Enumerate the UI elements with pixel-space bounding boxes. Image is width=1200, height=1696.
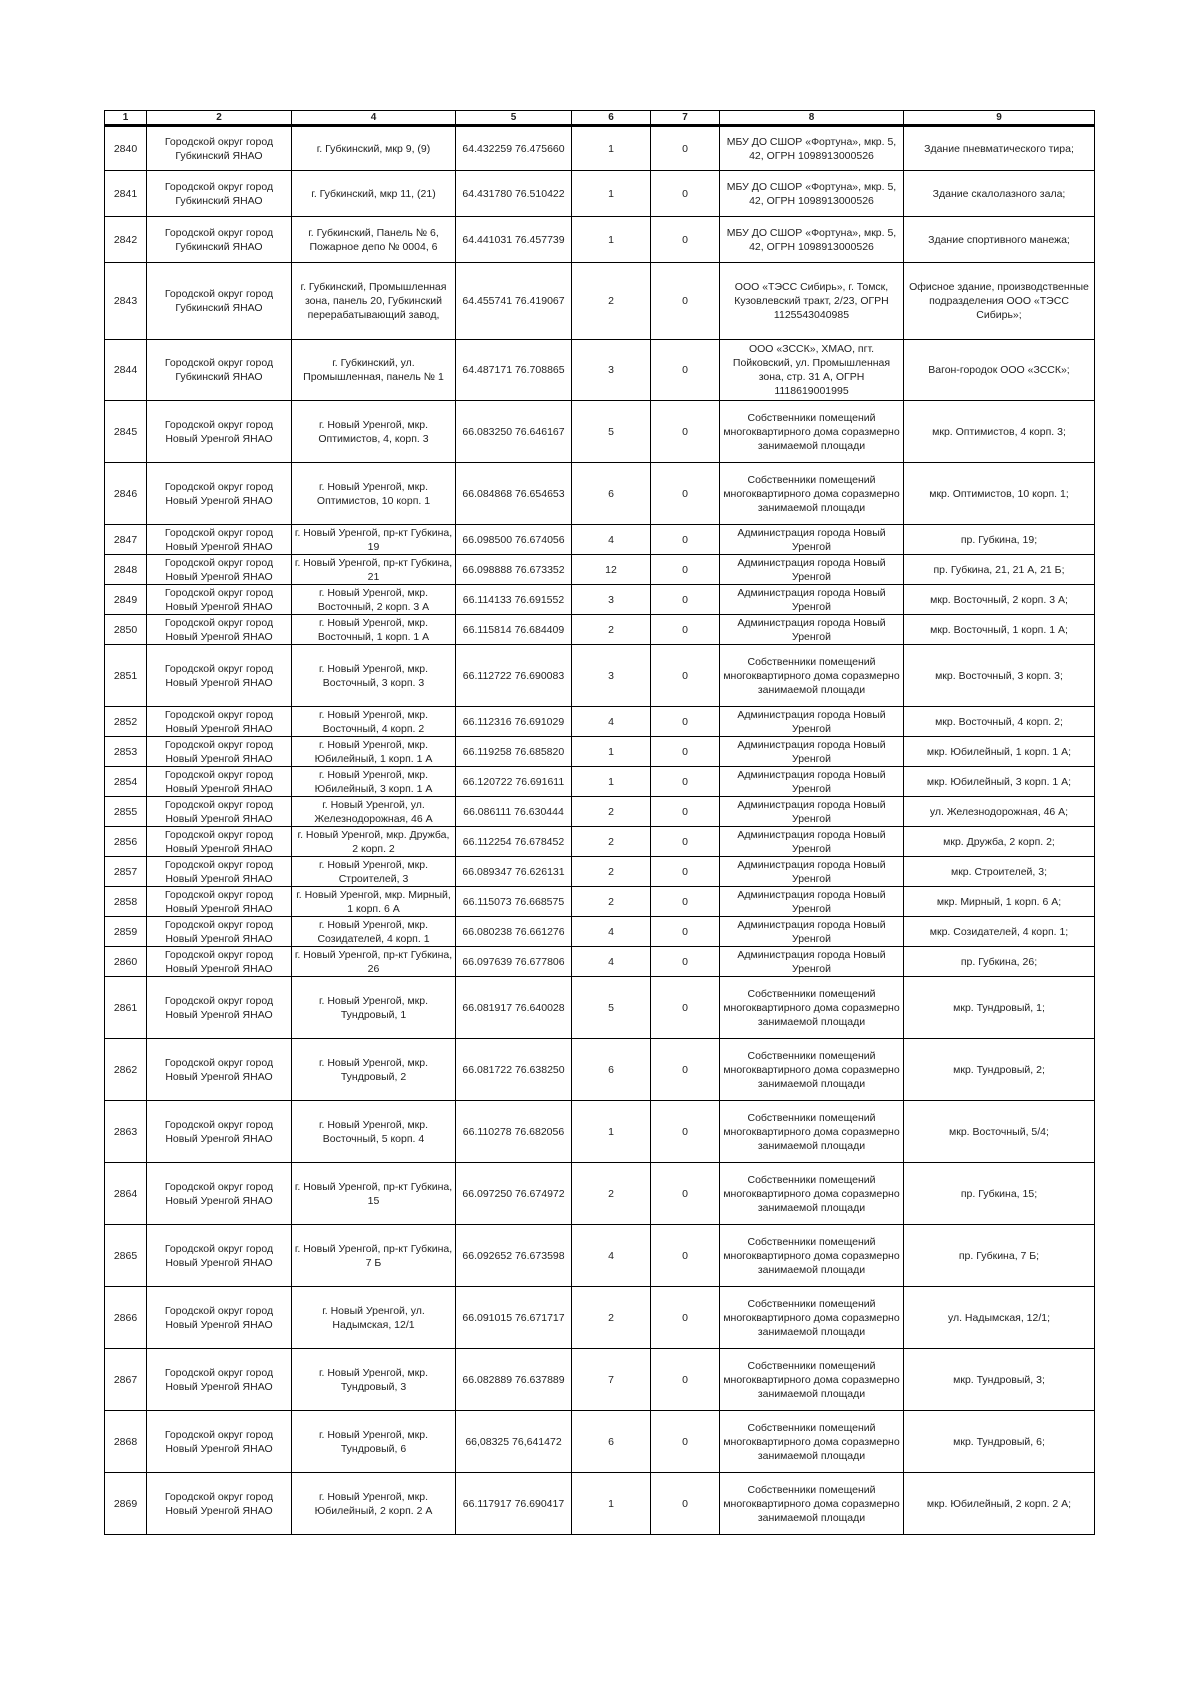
municipality-cell: Городской округ город Новый Уренгой ЯНАО xyxy=(147,917,292,947)
row-number-cell: 2845 xyxy=(105,401,147,463)
table-row xyxy=(105,645,1095,707)
owner-cell: Собственники помещений многоквартирного дома соразмерно занимаемой площади xyxy=(720,401,904,463)
municipality-cell: Городской округ город Новый Уренгой ЯНАО xyxy=(147,401,292,463)
header-cell-4: 4 xyxy=(292,111,456,126)
coordinates-cell: 64.441031 76.457739 xyxy=(456,217,572,263)
waste-source-cell: Офисное здание, производственные подразделения ООО «ТЭСС Сибирь»; xyxy=(904,263,1095,340)
coordinates-cell: 66.114133 76.691552 xyxy=(456,585,572,615)
municipality-cell: Городской округ город Губкинский ЯНАО xyxy=(147,126,292,171)
coordinates-cell: 64.455741 76.419067 xyxy=(456,263,572,340)
column-7-cell: 0 xyxy=(651,615,720,645)
waste-source-cell: мкр. Восточный, 5/4; xyxy=(904,1101,1095,1163)
municipality-cell: Городской округ город Новый Уренгой ЯНАО xyxy=(147,1039,292,1101)
column-6-cell: 6 xyxy=(572,1039,651,1101)
owner-cell: Администрация города Новый Уренгой xyxy=(720,525,904,555)
column-6-cell: 1 xyxy=(572,1473,651,1535)
row-number-cell: 2865 xyxy=(105,1225,147,1287)
column-7-cell: 0 xyxy=(651,171,720,217)
waste-source-cell: мкр. Юбилейный, 2 корп. 2 А; xyxy=(904,1473,1095,1535)
waste-source-cell: Здание спортивного манежа; xyxy=(904,217,1095,263)
municipality-cell: Городской округ город Новый Уренгой ЯНАО xyxy=(147,1411,292,1473)
coordinates-cell: 66.092652 76.673598 xyxy=(456,1225,572,1287)
coordinates-cell: 66.083250 76.646167 xyxy=(456,401,572,463)
table-row xyxy=(105,887,1095,917)
address-cell: г. Новый Уренгой, ул. Надымская, 12/1 xyxy=(292,1287,456,1349)
owner-cell: Собственники помещений многоквартирного дома соразмерно занимаемой площади xyxy=(720,645,904,707)
column-6-cell: 2 xyxy=(572,887,651,917)
address-cell: г. Новый Уренгой, пр-кт Губкина, 15 xyxy=(292,1163,456,1225)
address-cell: г. Новый Уренгой, мкр. Юбилейный, 2 корп. 2 А xyxy=(292,1473,456,1535)
address-cell: г. Губкинский, Панель № 6, Пожарное депо № 0004, 6 xyxy=(292,217,456,263)
waste-source-cell: Здание скалолазного зала; xyxy=(904,171,1095,217)
column-7-cell: 0 xyxy=(651,340,720,401)
column-6-cell: 3 xyxy=(572,645,651,707)
coordinates-cell: 66.112316 76.691029 xyxy=(456,707,572,737)
address-cell: г. Новый Уренгой, мкр. Восточный, 1 корп. 1 А xyxy=(292,615,456,645)
coordinates-cell: 66.098500 76.674056 xyxy=(456,525,572,555)
coordinates-cell: 66.098888 76.673352 xyxy=(456,555,572,585)
coordinates-cell: 66.112722 76.690083 xyxy=(456,645,572,707)
waste-source-cell: мкр. Восточный, 3 корп. 3; xyxy=(904,645,1095,707)
column-7-cell: 0 xyxy=(651,887,720,917)
row-number-cell: 2868 xyxy=(105,1411,147,1473)
waste-source-cell: пр. Губкина, 7 Б; xyxy=(904,1225,1095,1287)
owner-cell: ООО «ТЭСС Сибирь», г. Томск, Кузовлевский тракт, 2/23, ОГРН 1125543040985 xyxy=(720,263,904,340)
waste-source-cell: мкр. Восточный, 4 корп. 2; xyxy=(904,707,1095,737)
municipality-cell: Городской округ город Новый Уренгой ЯНАО xyxy=(147,615,292,645)
waste-source-cell: ул. Железнодорожная, 46 А; xyxy=(904,797,1095,827)
table-row xyxy=(105,555,1095,585)
table-row xyxy=(105,463,1095,525)
owner-cell: Администрация города Новый Уренгой xyxy=(720,857,904,887)
header-cell-1: 1 xyxy=(105,111,147,126)
row-number-cell: 2850 xyxy=(105,615,147,645)
column-6-cell: 4 xyxy=(572,707,651,737)
column-7-cell: 0 xyxy=(651,525,720,555)
owner-cell: Собственники помещений многоквартирного дома соразмерно занимаемой площади xyxy=(720,1411,904,1473)
waste-source-cell: мкр. Тундровый, 3; xyxy=(904,1349,1095,1411)
column-7-cell: 0 xyxy=(651,126,720,171)
coordinates-cell: 66.112254 76.678452 xyxy=(456,827,572,857)
column-7-cell: 0 xyxy=(651,917,720,947)
column-6-cell: 2 xyxy=(572,1163,651,1225)
table-row xyxy=(105,947,1095,977)
column-7-cell: 0 xyxy=(651,585,720,615)
row-number-cell: 2867 xyxy=(105,1349,147,1411)
header-cell-7: 7 xyxy=(651,111,720,126)
address-cell: г. Новый Уренгой, пр-кт Губкина, 19 xyxy=(292,525,456,555)
municipality-cell: Городской округ город Новый Уренгой ЯНАО xyxy=(147,857,292,887)
municipality-cell: Городской округ город Новый Уренгой ЯНАО xyxy=(147,1163,292,1225)
table-row xyxy=(105,525,1095,555)
owner-cell: Собственники помещений многоквартирного дома соразмерно занимаемой площади xyxy=(720,1287,904,1349)
owner-cell: Собственники помещений многоквартирного дома соразмерно занимаемой площади xyxy=(720,1225,904,1287)
address-cell: г. Новый Уренгой, мкр. Дружба, 2 корп. 2 xyxy=(292,827,456,857)
address-cell: г. Новый Уренгой, мкр. Строителей, 3 xyxy=(292,857,456,887)
row-number-cell: 2844 xyxy=(105,340,147,401)
row-number-cell: 2857 xyxy=(105,857,147,887)
waste-source-cell: мкр. Мирный, 1 корп. 6 А; xyxy=(904,887,1095,917)
column-7-cell: 0 xyxy=(651,1287,720,1349)
row-number-cell: 2852 xyxy=(105,707,147,737)
address-cell: г. Новый Уренгой, пр-кт Губкина, 21 xyxy=(292,555,456,585)
column-7-cell: 0 xyxy=(651,947,720,977)
table-row xyxy=(105,171,1095,217)
municipality-cell: Городской округ город Губкинский ЯНАО xyxy=(147,171,292,217)
owner-cell: Администрация города Новый Уренгой xyxy=(720,707,904,737)
row-number-cell: 2853 xyxy=(105,737,147,767)
column-6-cell: 4 xyxy=(572,1225,651,1287)
row-number-cell: 2841 xyxy=(105,171,147,217)
header-cell-2: 2 xyxy=(147,111,292,126)
address-cell: г. Новый Уренгой, мкр. Тундровый, 2 xyxy=(292,1039,456,1101)
column-7-cell: 0 xyxy=(651,1349,720,1411)
row-number-cell: 2846 xyxy=(105,463,147,525)
table-row xyxy=(105,917,1095,947)
row-number-cell: 2854 xyxy=(105,767,147,797)
column-6-cell: 2 xyxy=(572,263,651,340)
table-row xyxy=(105,1039,1095,1101)
table-header xyxy=(105,111,1095,126)
address-cell: г. Новый Уренгой, мкр. Юбилейный, 1 корп. 1 А xyxy=(292,737,456,767)
row-number-cell: 2862 xyxy=(105,1039,147,1101)
address-cell: г. Новый Уренгой, мкр. Юбилейный, 3 корп. 1 А xyxy=(292,767,456,797)
owner-cell: Администрация города Новый Уренгой xyxy=(720,797,904,827)
municipality-cell: Городской округ город Новый Уренгой ЯНАО xyxy=(147,645,292,707)
waste-source-cell: мкр. Созидателей, 4 корп. 1; xyxy=(904,917,1095,947)
municipality-cell: Городской округ город Новый Уренгой ЯНАО xyxy=(147,1287,292,1349)
waste-source-cell: мкр. Восточный, 2 корп. 3 А; xyxy=(904,585,1095,615)
municipality-cell: Городской округ город Новый Уренгой ЯНАО xyxy=(147,1101,292,1163)
address-cell: г. Губкинский, Промышленная зона, панель 20, Губкинский перерабатывающий завод, xyxy=(292,263,456,340)
coordinates-cell: 66.084868 76.654653 xyxy=(456,463,572,525)
header-cell-9: 9 xyxy=(904,111,1095,126)
owner-cell: Администрация города Новый Уренгой xyxy=(720,827,904,857)
address-cell: г. Губкинский, мкр 11, (21) xyxy=(292,171,456,217)
table-row xyxy=(105,615,1095,645)
municipality-cell: Городской округ город Новый Уренгой ЯНАО xyxy=(147,797,292,827)
column-7-cell: 0 xyxy=(651,737,720,767)
municipality-cell: Городской округ город Губкинский ЯНАО xyxy=(147,263,292,340)
table-row xyxy=(105,707,1095,737)
waste-source-cell: мкр. Дружба, 2 корп. 2; xyxy=(904,827,1095,857)
owner-cell: Администрация города Новый Уренгой xyxy=(720,555,904,585)
row-number-cell: 2847 xyxy=(105,525,147,555)
municipality-cell: Городской округ город Губкинский ЯНАО xyxy=(147,217,292,263)
waste-source-cell: мкр. Тундровый, 6; xyxy=(904,1411,1095,1473)
column-6-cell: 1 xyxy=(572,1101,651,1163)
table-row xyxy=(105,1163,1095,1225)
header-row xyxy=(105,111,1095,126)
municipality-cell: Городской округ город Новый Уренгой ЯНАО xyxy=(147,737,292,767)
column-7-cell: 0 xyxy=(651,707,720,737)
column-7-cell: 0 xyxy=(651,827,720,857)
column-6-cell: 5 xyxy=(572,401,651,463)
column-6-cell: 1 xyxy=(572,126,651,171)
coordinates-cell: 66.120722 76.691611 xyxy=(456,767,572,797)
municipality-cell: Городской округ город Новый Уренгой ЯНАО xyxy=(147,767,292,797)
waste-source-cell: мкр. Оптимистов, 4 корп. 3; xyxy=(904,401,1095,463)
coordinates-cell: 64.431780 76.510422 xyxy=(456,171,572,217)
municipality-cell: Городской округ город Новый Уренгой ЯНАО xyxy=(147,1473,292,1535)
column-6-cell: 1 xyxy=(572,217,651,263)
column-6-cell: 3 xyxy=(572,340,651,401)
row-number-cell: 2848 xyxy=(105,555,147,585)
municipality-cell: Городской округ город Новый Уренгой ЯНАО xyxy=(147,887,292,917)
owner-cell: Собственники помещений многоквартирного дома соразмерно занимаемой площади xyxy=(720,463,904,525)
coordinates-cell: 64.487171 76.708865 xyxy=(456,340,572,401)
column-6-cell: 2 xyxy=(572,827,651,857)
owner-cell: Собственники помещений многоквартирного дома соразмерно занимаемой площади xyxy=(720,1039,904,1101)
row-number-cell: 2869 xyxy=(105,1473,147,1535)
table-row xyxy=(105,857,1095,887)
column-6-cell: 2 xyxy=(572,797,651,827)
column-6-cell: 1 xyxy=(572,171,651,217)
column-7-cell: 0 xyxy=(651,555,720,585)
waste-source-cell: мкр. Тундровый, 1; xyxy=(904,977,1095,1039)
coordinates-cell: 66.115073 76.668575 xyxy=(456,887,572,917)
column-7-cell: 0 xyxy=(651,1101,720,1163)
column-7-cell: 0 xyxy=(651,217,720,263)
table-row xyxy=(105,797,1095,827)
owner-cell: МБУ ДО СШОР «Фортуна», мкр. 5, 42, ОГРН 1098913000526 xyxy=(720,217,904,263)
owner-cell: Собственники помещений многоквартирного дома соразмерно занимаемой площади xyxy=(720,977,904,1039)
row-number-cell: 2863 xyxy=(105,1101,147,1163)
address-cell: г. Новый Уренгой, мкр. Восточный, 4 корп. 2 xyxy=(292,707,456,737)
municipality-cell: Городской округ город Новый Уренгой ЯНАО xyxy=(147,555,292,585)
coordinates-cell: 66.086111 76.630444 xyxy=(456,797,572,827)
column-7-cell: 0 xyxy=(651,1473,720,1535)
coordinates-cell: 66.117917 76.690417 xyxy=(456,1473,572,1535)
waste-source-cell: пр. Губкина, 19; xyxy=(904,525,1095,555)
column-7-cell: 0 xyxy=(651,401,720,463)
table-row xyxy=(105,585,1095,615)
address-cell: г. Новый Уренгой, мкр. Созидателей, 4 корп. 1 xyxy=(292,917,456,947)
row-number-cell: 2843 xyxy=(105,263,147,340)
row-number-cell: 2858 xyxy=(105,887,147,917)
waste-source-cell: мкр. Строителей, 3; xyxy=(904,857,1095,887)
table-body xyxy=(105,126,1095,1535)
coordinates-cell: 66.082889 76.637889 xyxy=(456,1349,572,1411)
municipality-cell: Городской округ город Новый Уренгой ЯНАО xyxy=(147,463,292,525)
municipality-cell: Городской округ город Новый Уренгой ЯНАО xyxy=(147,947,292,977)
column-7-cell: 0 xyxy=(651,1225,720,1287)
table-row xyxy=(105,1287,1095,1349)
owner-cell: Администрация города Новый Уренгой xyxy=(720,947,904,977)
table-row xyxy=(105,977,1095,1039)
coordinates-cell: 66.081722 76.638250 xyxy=(456,1039,572,1101)
column-7-cell: 0 xyxy=(651,1163,720,1225)
waste-source-cell: мкр. Восточный, 1 корп. 1 А; xyxy=(904,615,1095,645)
registry-table xyxy=(104,110,1095,1535)
address-cell: г. Новый Уренгой, пр-кт Губкина, 7 Б xyxy=(292,1225,456,1287)
coordinates-cell: 66.097639 76.677806 xyxy=(456,947,572,977)
address-cell: г. Губкинский, ул. Промышленная, панель № 1 xyxy=(292,340,456,401)
owner-cell: Собственники помещений многоквартирного дома соразмерно занимаемой площади xyxy=(720,1101,904,1163)
row-number-cell: 2860 xyxy=(105,947,147,977)
address-cell: г. Новый Уренгой, мкр. Восточный, 5 корп. 4 xyxy=(292,1101,456,1163)
owner-cell: МБУ ДО СШОР «Фортуна», мкр. 5, 42, ОГРН 1098913000526 xyxy=(720,171,904,217)
column-7-cell: 0 xyxy=(651,977,720,1039)
owner-cell: Администрация города Новый Уренгой xyxy=(720,887,904,917)
table-row xyxy=(105,1349,1095,1411)
table-row xyxy=(105,401,1095,463)
column-6-cell: 5 xyxy=(572,977,651,1039)
coordinates-cell: 66.081917 76.640028 xyxy=(456,977,572,1039)
owner-cell: Администрация города Новый Уренгой xyxy=(720,767,904,797)
address-cell: г. Новый Уренгой, мкр. Восточный, 3 корп. 3 xyxy=(292,645,456,707)
owner-cell: Собственники помещений многоквартирного дома соразмерно занимаемой площади xyxy=(720,1349,904,1411)
owner-cell: МБУ ДО СШОР «Фортуна», мкр. 5, 42, ОГРН 1098913000526 xyxy=(720,126,904,171)
owner-cell: Администрация города Новый Уренгой xyxy=(720,737,904,767)
coordinates-cell: 66.091015 76.671717 xyxy=(456,1287,572,1349)
waste-source-cell: ул. Надымская, 12/1; xyxy=(904,1287,1095,1349)
column-6-cell: 3 xyxy=(572,585,651,615)
table-row xyxy=(105,767,1095,797)
column-7-cell: 0 xyxy=(651,645,720,707)
row-number-cell: 2859 xyxy=(105,917,147,947)
column-6-cell: 6 xyxy=(572,1411,651,1473)
waste-source-cell: мкр. Юбилейный, 3 корп. 1 А; xyxy=(904,767,1095,797)
address-cell: г. Новый Уренгой, ул. Железнодорожная, 46 А xyxy=(292,797,456,827)
municipality-cell: Городской округ город Новый Уренгой ЯНАО xyxy=(147,585,292,615)
waste-source-cell: мкр. Тундровый, 2; xyxy=(904,1039,1095,1101)
address-cell: г. Новый Уренгой, мкр. Тундровый, 6 xyxy=(292,1411,456,1473)
address-cell: г. Новый Уренгой, мкр. Мирный, 1 корп. 6 А xyxy=(292,887,456,917)
municipality-cell: Городской округ город Новый Уренгой ЯНАО xyxy=(147,707,292,737)
column-7-cell: 0 xyxy=(651,767,720,797)
municipality-cell: Городской округ город Новый Уренгой ЯНАО xyxy=(147,1349,292,1411)
owner-cell: Администрация города Новый Уренгой xyxy=(720,917,904,947)
address-cell: г. Новый Уренгой, мкр. Тундровый, 1 xyxy=(292,977,456,1039)
row-number-cell: 2866 xyxy=(105,1287,147,1349)
municipality-cell: Городской округ город Новый Уренгой ЯНАО xyxy=(147,1225,292,1287)
coordinates-cell: 66.115814 76.684409 xyxy=(456,615,572,645)
municipality-cell: Городской округ город Новый Уренгой ЯНАО xyxy=(147,525,292,555)
column-7-cell: 0 xyxy=(651,463,720,525)
table-row xyxy=(105,126,1095,171)
owner-cell: ООО «ЗССК», ХМАО, пгт. Пойковский, ул. Промышленная зона, стр. 31 А, ОГРН 1118619001995 xyxy=(720,340,904,401)
row-number-cell: 2855 xyxy=(105,797,147,827)
column-6-cell: 2 xyxy=(572,857,651,887)
table-row xyxy=(105,1473,1095,1535)
column-6-cell: 4 xyxy=(572,525,651,555)
waste-source-cell: пр. Губкина, 15; xyxy=(904,1163,1095,1225)
column-6-cell: 4 xyxy=(572,917,651,947)
address-cell: г. Новый Уренгой, мкр. Оптимистов, 10 корп. 1 xyxy=(292,463,456,525)
table-row xyxy=(105,1101,1095,1163)
column-6-cell: 1 xyxy=(572,767,651,797)
row-number-cell: 2842 xyxy=(105,217,147,263)
column-6-cell: 12 xyxy=(572,555,651,585)
coordinates-cell: 66.089347 76.626131 xyxy=(456,857,572,887)
header-cell-6: 6 xyxy=(572,111,651,126)
row-number-cell: 2849 xyxy=(105,585,147,615)
column-6-cell: 4 xyxy=(572,947,651,977)
address-cell: г. Новый Уренгой, мкр. Тундровый, 3 xyxy=(292,1349,456,1411)
column-6-cell: 7 xyxy=(572,1349,651,1411)
column-7-cell: 0 xyxy=(651,263,720,340)
coordinates-cell: 66.097250 76.674972 xyxy=(456,1163,572,1225)
column-7-cell: 0 xyxy=(651,797,720,827)
address-cell: г. Новый Уренгой, пр-кт Губкина, 26 xyxy=(292,947,456,977)
row-number-cell: 2864 xyxy=(105,1163,147,1225)
address-cell: г. Губкинский, мкр 9, (9) xyxy=(292,126,456,171)
table-row xyxy=(105,1411,1095,1473)
column-7-cell: 0 xyxy=(651,857,720,887)
municipality-cell: Городской округ город Новый Уренгой ЯНАО xyxy=(147,977,292,1039)
column-6-cell: 2 xyxy=(572,1287,651,1349)
owner-cell: Администрация города Новый Уренгой xyxy=(720,615,904,645)
owner-cell: Администрация города Новый Уренгой xyxy=(720,585,904,615)
table-row xyxy=(105,737,1095,767)
coordinates-cell: 66.110278 76.682056 xyxy=(456,1101,572,1163)
table-row xyxy=(105,340,1095,401)
waste-source-cell: Здание пневматического тира; xyxy=(904,126,1095,171)
owner-cell: Собственники помещений многоквартирного дома соразмерно занимаемой площади xyxy=(720,1163,904,1225)
waste-source-cell: Вагон-городок ООО «ЗССК»; xyxy=(904,340,1095,401)
table-row xyxy=(105,1225,1095,1287)
column-6-cell: 1 xyxy=(572,737,651,767)
table-row xyxy=(105,217,1095,263)
column-6-cell: 6 xyxy=(572,463,651,525)
coordinates-cell: 66.119258 76.685820 xyxy=(456,737,572,767)
waste-source-cell: пр. Губкина, 26; xyxy=(904,947,1095,977)
owner-cell: Собственники помещений многоквартирного дома соразмерно занимаемой площади xyxy=(720,1473,904,1535)
waste-source-cell: пр. Губкина, 21, 21 А, 21 Б; xyxy=(904,555,1095,585)
row-number-cell: 2856 xyxy=(105,827,147,857)
row-number-cell: 2840 xyxy=(105,126,147,171)
municipality-cell: Городской округ город Губкинский ЯНАО xyxy=(147,340,292,401)
column-6-cell: 2 xyxy=(572,615,651,645)
header-cell-5: 5 xyxy=(456,111,572,126)
row-number-cell: 2861 xyxy=(105,977,147,1039)
municipality-cell: Городской округ город Новый Уренгой ЯНАО xyxy=(147,827,292,857)
waste-source-cell: мкр. Юбилейный, 1 корп. 1 А; xyxy=(904,737,1095,767)
coordinates-cell: 66.080238 76.661276 xyxy=(456,917,572,947)
coordinates-cell: 64.432259 76.475660 xyxy=(456,126,572,171)
coordinates-cell: 66,08325 76,641472 xyxy=(456,1411,572,1473)
table-row xyxy=(105,263,1095,340)
column-7-cell: 0 xyxy=(651,1411,720,1473)
address-cell: г. Новый Уренгой, мкр. Оптимистов, 4, корп. 3 xyxy=(292,401,456,463)
table-row xyxy=(105,827,1095,857)
address-cell: г. Новый Уренгой, мкр. Восточный, 2 корп. 3 А xyxy=(292,585,456,615)
column-7-cell: 0 xyxy=(651,1039,720,1101)
header-cell-8: 8 xyxy=(720,111,904,126)
waste-source-cell: мкр. Оптимистов, 10 корп. 1; xyxy=(904,463,1095,525)
row-number-cell: 2851 xyxy=(105,645,147,707)
